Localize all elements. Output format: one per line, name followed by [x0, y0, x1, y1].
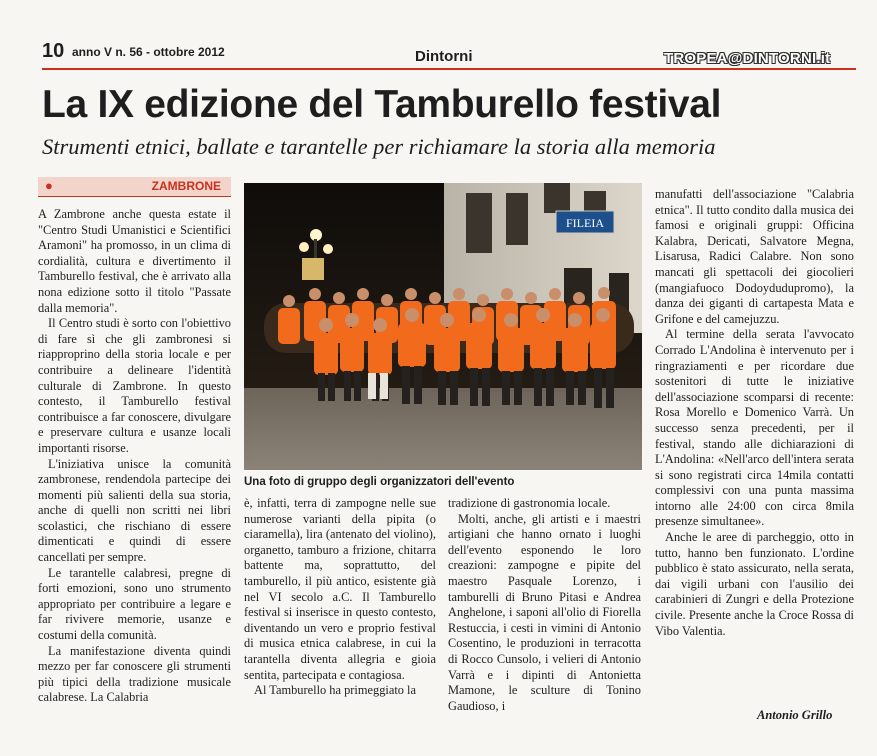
- location-tag: [38, 177, 231, 197]
- paragraph: è, infatti, terra di zampogne nelle sue numerose varianti della pipita (o ciaramella), lira (antenato del violino), organetto, tamburo a frizione, chitarra battente ma, soprattutto, del tamburello, il più antico, esistente già nel VI secolo a.C. Il Tamburello festival si inserisce in questo contesto, diventando un vero e proprio festival di musica etnica calabrese, in cui la tarantella diventa allegria e gioia sentita, partecipata e contagiosa.: [244, 496, 436, 682]
- publication-logo: TROPEA@DINTORNI.it: [664, 50, 831, 67]
- issue-info: anno V n. 56 - ottobre 2012: [72, 45, 225, 59]
- page-number: 10: [42, 40, 65, 62]
- article-column-2: [244, 496, 436, 699]
- article-column-4: [655, 187, 854, 639]
- article-headline: La IX edizione del Tamburello festival: [42, 83, 722, 126]
- paragraph: Al Tamburello ha primeggiato la: [254, 683, 417, 698]
- group-photo: [244, 183, 642, 470]
- paragraph: Il Centro studi è sorto con l'obiettivo di fare sì che gli zambronesi si riapproprino della storia locale e per contribuire a delineare l'identità culturale di Zambrone. In questo contesto, il Tamburello festival contribuisce a far conoscere, divulgare e preservare cultura e usanze locali importanti risorse.: [38, 316, 231, 455]
- photo-caption: Una foto di gruppo degli organizzatori dell'evento: [244, 476, 515, 488]
- paragraph: tradizione di gastronomia locale.: [448, 496, 611, 510]
- section-title: Dintorni: [415, 48, 473, 65]
- paragraph: Anche le aree di parcheggio, otto in tutto, hanno ben funzionato. L'ordine pubblico è stato assicurato, nella serata, dai vigili urbani con l'ausilio dei carabinieri di Zungri e della Protezione civile. Presente anche la Croce Rossa di Vibo Valentia.: [655, 530, 854, 638]
- article-column-3: [448, 496, 641, 714]
- article-column-1: [38, 207, 231, 706]
- paragraph: Al termine della serata l'avvocato Corrado L'Andolina è intervenuto per i ringraziamenti e per ricordare due sostenitori di tutte le iniziative dell'associazione scomparsi di recente: Rosa Morello e Domenico Varrà. Un successo senza precedenti, per il festival, stando alle dichiarazioni di L'Andolina: «Nell'arco dell'intera serata si sono registrati circa 14mila contatti complessivi con una punta massima intorno alle 24:00 con circa 8mila presenze simultanee».: [655, 327, 854, 529]
- group-photo-image: [244, 183, 642, 470]
- paragraph: L'iniziativa unisce la comunità zambronese, rendendola partecipe dei momenti più salienti della sua storia, anche di quelli non scritti nei libri scolastici, che rischiano di essere dimenticati e quindi di essere cancellati per sempre.: [38, 456, 231, 565]
- article-subheadline: Strumenti etnici, ballate e tarantelle per richiamare la storia alla memoria: [42, 134, 716, 159]
- location-label: ZAMBRONE: [151, 179, 221, 193]
- paragraph: A Zambrone anche questa estate il "Centro Studi Umanistici e Scientifici Aramoni" ha promosso, in un clima di cordialità, cultura e divertimento il Tamburello festival, che è arrivato alla nona edizione sotto il titolo "Passate dalla memoria".: [38, 207, 231, 315]
- article-author: Antonio Grillo: [757, 708, 833, 722]
- shop-sign-text: FILEIA: [566, 216, 604, 230]
- paragraph: La manifestazione diventa quindi mezzo per far conoscere gli strumenti più tipici della tradizione musicale calabrese. La Calabria: [38, 643, 231, 705]
- paragraph: Molti, anche, gli artisti e i maestri artigiani che hanno ornato i luoghi dell'evento esponendo le loro creazioni: zampogne e pipite del maestro Pasquale Lorenzo, i tamburelli di Bruno Pitasi e Andrea Anghelone, i saponi all'olio di Fiorella Restuccia, i cesti in vimini di Antonio Cosentino, le produzioni in terracotta di Rocco Cunsolo, i velieri di Antonio Varrà e i dipinti di Antonietta Mamone, le sculture di Tonino Gaudioso, i: [448, 511, 641, 713]
- bullet-icon: ●: [45, 178, 53, 193]
- paragraph: Le tarantelle calabresi, pregne di forti emozioni, sono uno strumento appropriato per contribuire a legare e far rivivere memorie, usanze e costumi della comunità.: [38, 565, 231, 643]
- header-divider: [42, 68, 856, 70]
- paragraph: manufatti dell'associazione "Calabria etnica". Il tutto condito dalla musica dei famosi e originali gruppi: Officina Kalabra, Dericati, Salvatore Megna, Lisarusa, Radici Calabre. Non sono mancati gli spettacoli dei giocolieri (mangiafuoco Dodoyduduprom​o), la danza dei giganti di cartapesta Mata e Grifone e del camejuzzu.: [655, 187, 854, 326]
